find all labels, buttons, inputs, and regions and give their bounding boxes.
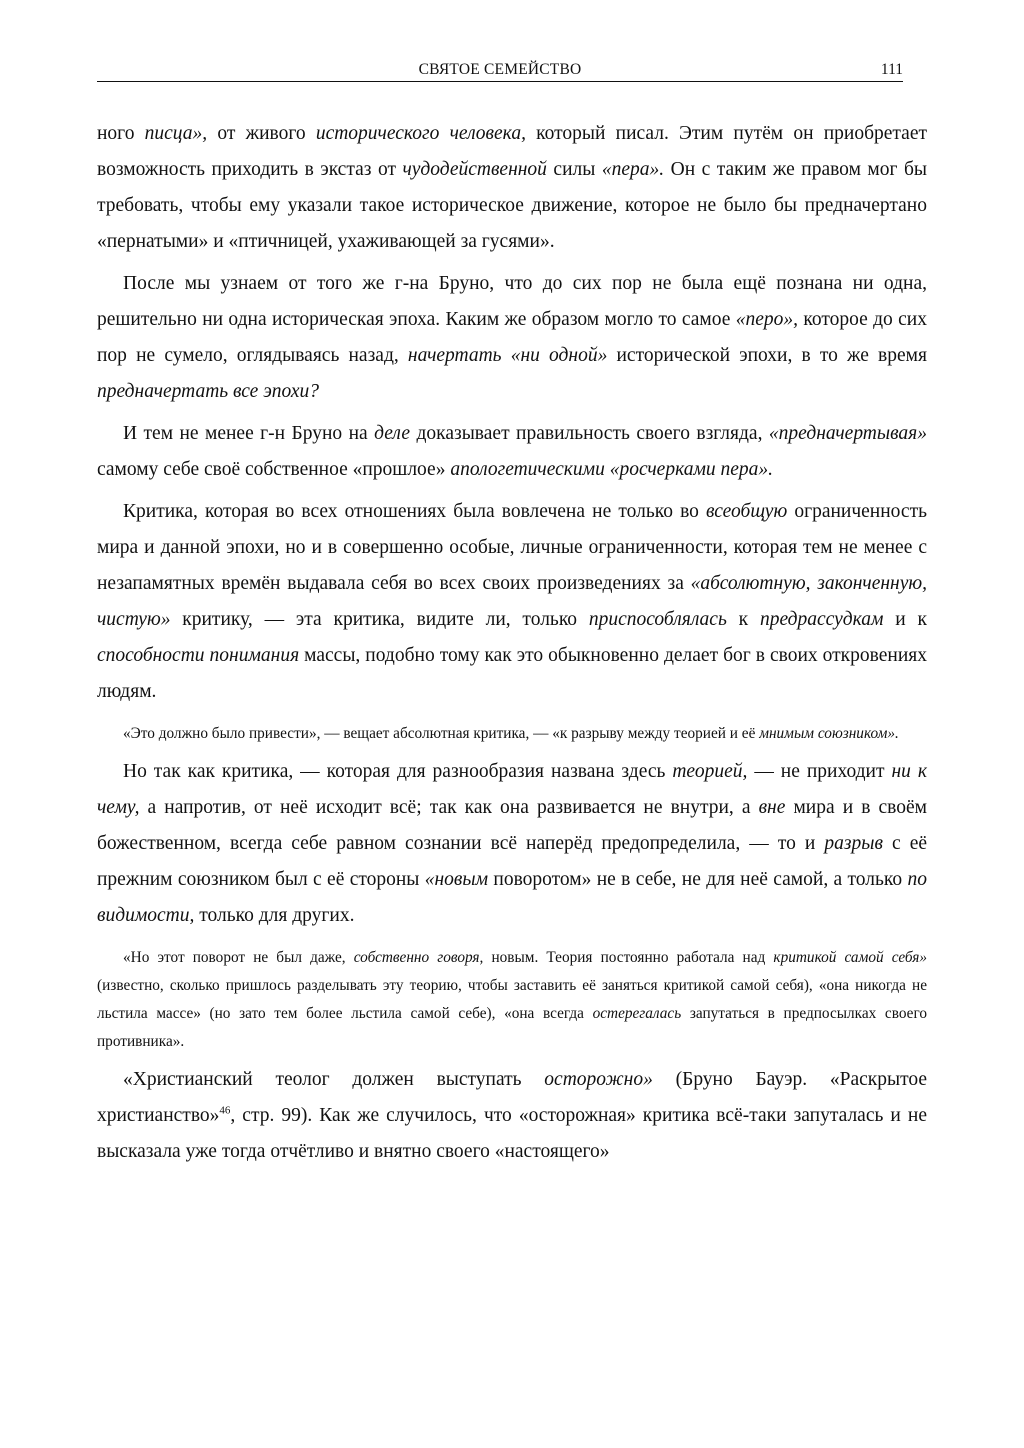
text-segment: и к xyxy=(883,609,927,630)
block-quote xyxy=(97,720,927,748)
emphasis-text: предначертать все эпохи? xyxy=(97,381,320,402)
text-segment: от живого xyxy=(207,123,316,144)
emphasis-text: мнимым союзником». xyxy=(759,725,899,742)
body-paragraph xyxy=(97,494,927,710)
text-segment: ного xyxy=(97,123,145,144)
body-paragraph xyxy=(97,266,927,410)
footnote-ref: 46 xyxy=(219,1104,231,1117)
text-segment: самому себе своё собственное «прошлое» xyxy=(97,459,451,480)
emphasis-text: вне xyxy=(758,797,786,818)
emphasis-text: «абсолютную, законченную, чистую» xyxy=(97,573,927,630)
emphasis-text: исторического человека, xyxy=(315,123,526,144)
text-segment: ограниченность мира и данной эпохи, но и в совершенно особые, личные ограниченности, которая тем не менее с незапамятных времён выдавала себя во всех своих произведениях за xyxy=(97,501,927,594)
emphasis-text: деле xyxy=(374,423,411,444)
emphasis-text: чудодейственной xyxy=(402,159,547,180)
text-segment: , стр. 99). Как же случилось, что «осторожная» критика всё-таки запуталась и не высказала уже тогда отчётливо и внятно своего «настоящего» xyxy=(97,1105,927,1162)
text-segment: Критика, которая во всех отношениях была вовлечена не только во xyxy=(123,501,707,522)
emphasis-text: «предначертывая» xyxy=(768,423,927,444)
emphasis-text: разрыв xyxy=(824,833,883,854)
block-quote xyxy=(97,944,927,1056)
text-segment: массы, подобно тому как это обыкновенно делает бог в своих откровениях людям. xyxy=(97,645,927,702)
body-paragraph xyxy=(97,1062,927,1170)
text-segment: поворотом» не в себе, не для неё самой, а только xyxy=(488,869,908,890)
text-segment: И тем не менее г-н Бруно на xyxy=(123,423,375,444)
text-segment: мира и в своём божественном, всегда себе равном сознании всё наперёд предопределила, — то и xyxy=(97,797,927,854)
text-segment: с её прежним союзником был с её стороны xyxy=(97,833,927,890)
text-segment: к xyxy=(726,609,760,630)
text-segment: только для других. xyxy=(194,905,355,926)
text-segment: новым. Теория постоянно работала над xyxy=(483,949,774,966)
emphasis-text: «новым xyxy=(424,869,489,890)
emphasis-text: осторожно» xyxy=(544,1069,653,1090)
emphasis-text: критикой самой себя» xyxy=(773,949,927,966)
emphasis-text: способности понимания xyxy=(97,645,300,666)
emphasis-text: всеобщую xyxy=(706,501,788,522)
text-segment: исторической эпохи, в то же время xyxy=(607,345,927,366)
text-segment: После мы узнаем от того же г-на Бруно, что до сих пор не была ещё познана ни одна, решительно ни одна историческая эпоха. Каким же образом могло то самое xyxy=(97,273,927,330)
emphasis-text: собственно говоря, xyxy=(353,949,484,966)
body-paragraph xyxy=(97,116,927,260)
text-segment: «Это должно было привести», — вещает абсолютная критика, — «к разрыву между теорией и её xyxy=(123,725,760,742)
running-title: СВЯТОЕ СЕМЕЙСТВО xyxy=(418,61,582,78)
running-header xyxy=(97,59,903,82)
text-segment: а напротив, от неё исходит всё; так как она развивается не внутри, а xyxy=(139,797,759,818)
text-segment: (Бруно Бауэр. «Раскрытое христианство» xyxy=(97,1069,927,1126)
page-body xyxy=(97,116,927,1170)
emphasis-text: приспособлялась xyxy=(588,609,727,630)
text-segment: (известно, сколько пришлось разделывать эту теорию, чтобы заставить её заняться критикой самой себя), «она никогда не льстила массе» (но зато тем более льстила самой себе), «она всегда xyxy=(97,977,927,1022)
body-paragraph xyxy=(97,416,927,488)
text-segment: — не приходит xyxy=(747,761,892,782)
text-segment: доказывает правильность своего взгляда, xyxy=(410,423,769,444)
emphasis-text: по видимости, xyxy=(97,869,928,926)
text-segment: который писал. Этим путём он приобретает возможность приходить в экстаз от xyxy=(97,123,927,180)
emphasis-text: «пера». xyxy=(601,159,665,180)
text-segment: Он с таким же правом мог бы требовать, чтобы ему указали такое историческое движение, которое не было бы предначертано «пернатыми» и «птичницей, ухаживающей за гусями». xyxy=(97,159,927,252)
text-segment: «Но этот поворот не был даже, xyxy=(123,949,354,966)
emphasis-text: ни к чему, xyxy=(97,761,927,818)
emphasis-text: остерегалась xyxy=(592,1005,682,1022)
text-segment: «Христианский теолог должен выступать xyxy=(123,1069,545,1090)
page-number: 111 xyxy=(880,61,903,78)
text-segment: которое до сих пор не сумело, оглядываясь назад, xyxy=(97,309,927,366)
text-segment: силы xyxy=(546,159,602,180)
text-segment: критику, — эта критика, видите ли, только xyxy=(170,609,589,630)
emphasis-text: предрассудкам xyxy=(759,609,884,630)
emphasis-text: теорией, xyxy=(672,761,748,782)
emphasis-text: писца», xyxy=(144,123,208,144)
body-paragraph xyxy=(97,754,927,934)
emphasis-text: начертать «ни одной» xyxy=(407,345,608,366)
emphasis-text: «перо», xyxy=(735,309,798,330)
text-segment: Но так как критика, — которая для разнообразия названа здесь xyxy=(123,761,673,782)
text-segment: запутаться в предпосылках своего противника». xyxy=(97,1005,927,1050)
emphasis-text: апологетическими «росчерками пера». xyxy=(450,459,774,480)
